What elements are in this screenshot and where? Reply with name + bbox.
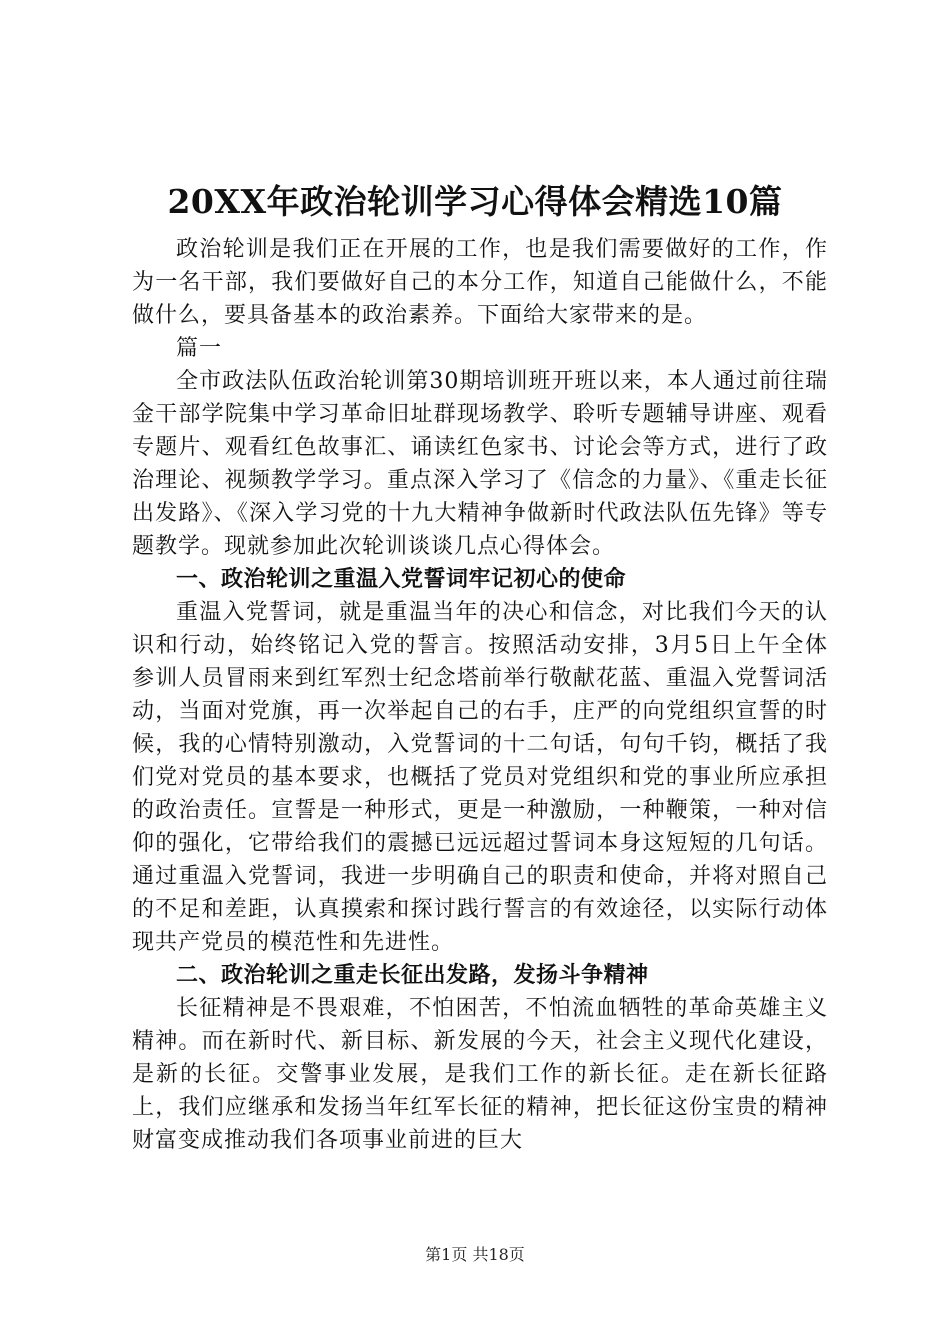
body-paragraph: 重温入党誓词，就是重温当年的决心和信念，对比我们今天的认识和行动，始终铭记入党的誓言。按照活动安排，3月5日上午全体参训人员冒雨来到红军烈士纪念塔前举行敬献花蓝、重温入党誓词活动，当面对党旗，再一次举起自己的右手，庄严的向党组织宣誓的时候，我的心情特别激动，入党誓词的十二句话，句句千钧，概括了我们党对党员的基本要求，也概括了党员对党组织和党的事业所应承担的政治责任。宣誓是一种形式，更是一种激励，一种鞭策，一种对信仰的强化，它带给我们的震撼已远远超过誓词本身这短短的几句话。通过重温入党誓词，我进一步明确自己的职责和使命，并将对照自己的不足和差距，认真摸索和探讨践行誓言的有效途径，以实际行动体现共产党员的模范性和先进性。 [132,600,828,955]
section-heading: 一、政治轮训之重温入党誓词牢记初心的使命 [176,566,627,592]
body-paragraph: 全市政法队伍政治轮训第30期培训班开班以来，本人通过前往瑞金干部学院集中学习革命旧址群现场教学、聆听专题辅导讲座、观看专题片、观看红色故事汇、诵读红色家书、讨论会等方式，进行了政治理论、视频教学学习。重点深入学习了《信念的力量》、《重走长征出发路》、《深入学习党的十九大精神争做新时代政法队伍先锋》等专题教学。现就参加此次轮训谈谈几点心得体会。 [132,369,828,559]
page-footer: 第1页 共18页 [425,1245,525,1264]
intro-paragraph: 政治轮训是我们正在开展的工作，也是我们需要做好的工作，作为一名干部，我们要做好自己的本分工作，知道自己能做什么，不能做什么，要具备基本的政治素养。下面给大家带来的是。 [132,237,828,328]
document-body [132,233,828,1157]
document-title: 20XX年政治轮训学习心得体会精选10篇 [167,182,783,221]
body-paragraph: 长征精神是不畏艰难，不怕困苦，不怕流血牺牲的革命英雄主义精神。而在新时代、新目标、新发展的今天，社会主义现代化建设，是新的长征。交警事业发展，是我们工作的新长征。走在新长征路上，我们应继承和发扬当年红军长征的精神，把长征这份宝贵的精神财富变成推动我们各项事业前进的巨大 [132,996,828,1153]
section-heading: 二、政治轮训之重走长征出发路，发扬斗争精神 [176,962,649,988]
section-label: 篇一 [176,336,223,361]
